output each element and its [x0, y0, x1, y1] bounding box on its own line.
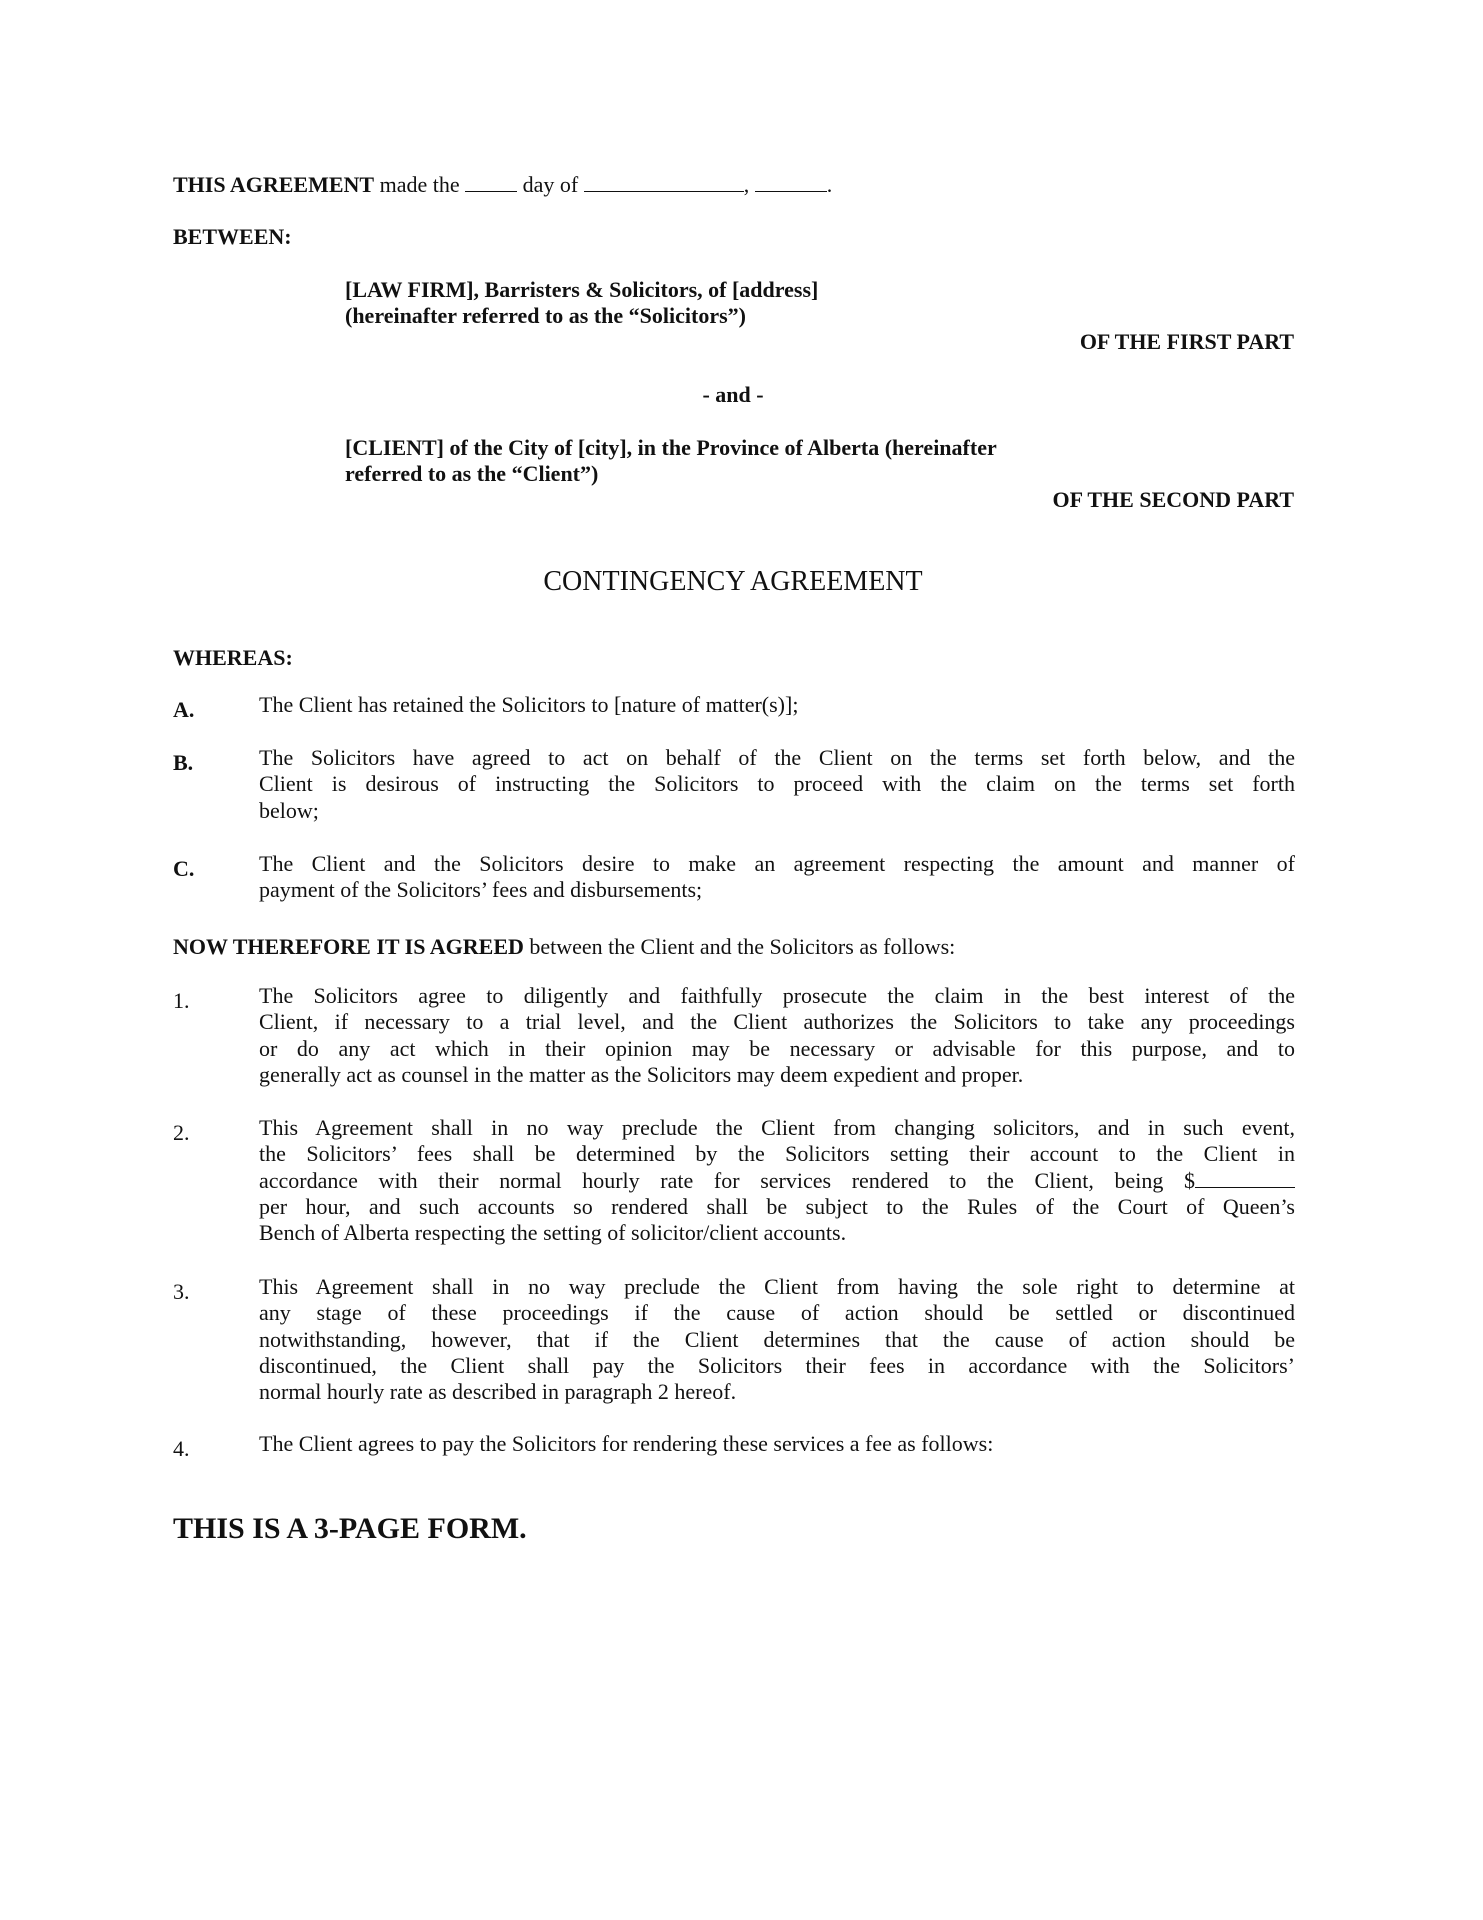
- clause-line: [259, 1353, 1295, 1379]
- recital-line: [259, 798, 1295, 824]
- recital-text: [259, 692, 1295, 718]
- recital-line: [259, 771, 1295, 797]
- party-one-line: [LAW FIRM], Barristers & Solicitors, of [address]: [345, 277, 819, 302]
- line-text: generally act as counsel in the matter as the Solicitors may deem expedient and proper.: [259, 1061, 1024, 1087]
- hourly-rate-blank: [1195, 1169, 1295, 1188]
- line-text: This Agreement shall in no way preclude the Client from changing solicitors, and in such event,: [259, 1115, 1295, 1140]
- clause-text: [259, 1431, 1295, 1457]
- clause-text: [259, 1115, 1295, 1246]
- line-text: Client, if necessary to a trial level, and the Client authorizes the Solicitors to take any proceedings: [259, 1009, 1295, 1035]
- line-text: any stage of these proceedings if the cause of action should be settled or discontinued: [259, 1300, 1295, 1326]
- second-part-label: OF THE SECOND PART: [1052, 487, 1294, 512]
- line-text: below;: [259, 797, 319, 823]
- clause-text: [259, 983, 1295, 1088]
- line-text: The Solicitors agree to diligently and faithfully prosecute the claim in the best interest of the: [259, 983, 1295, 1008]
- clause-line: [259, 1220, 1295, 1246]
- between-label: BETWEEN:: [173, 224, 292, 249]
- clause-text: [259, 1274, 1295, 1405]
- line-text: per hour, and such accounts so rendered shall be subject to the Rules of the Court of Queen’s: [259, 1193, 1295, 1219]
- made-the-text: made the: [379, 172, 460, 197]
- now-therefore-bold: NOW THEREFORE IT IS AGREED: [173, 934, 524, 959]
- month-blank: [584, 173, 744, 192]
- party-two-line: [CLIENT] of the City of [city], in the Province of Alberta (hereinafter: [345, 435, 997, 460]
- party-two-line: referred to as the “Client”): [345, 461, 599, 487]
- clause-line: [259, 1194, 1295, 1220]
- agreement-lead: THIS AGREEMENT: [173, 172, 375, 197]
- line-text: The Client agrees to pay the Solicitors for rendering these services a fee as follows:: [259, 1431, 994, 1456]
- line-text: The Client has retained the Solicitors to [nature of matter(s)];: [259, 692, 799, 717]
- clause-line: [259, 1009, 1295, 1035]
- recital-label: B.: [173, 750, 194, 775]
- clause-label: 1.: [173, 988, 190, 1013]
- recital-label: A.: [173, 697, 195, 722]
- clause-label: 3.: [173, 1279, 190, 1304]
- now-therefore-rest: between the Client and the Solicitors as follows:: [529, 934, 956, 959]
- agreement-date-line: [173, 172, 832, 198]
- page-form-notice: THIS IS A 3-PAGE FORM.: [173, 1512, 527, 1545]
- clause-line: [259, 1300, 1295, 1326]
- period: .: [826, 172, 833, 197]
- recital-text: [259, 851, 1295, 904]
- clause-line: [259, 1036, 1295, 1062]
- clause-line: [259, 1327, 1295, 1353]
- clause-line: [259, 1274, 1295, 1300]
- year-blank: [755, 173, 827, 192]
- party-one: [345, 277, 818, 330]
- line-text: Client is desirous of instructing the Solicitors to proceed with the claim on the terms set forth: [259, 771, 1295, 797]
- first-part-label: OF THE FIRST PART: [1079, 329, 1294, 354]
- clause-line: [259, 1115, 1295, 1141]
- clause-line: [259, 1168, 1295, 1194]
- line-text: or do any act which in their opinion may be necessary or advisable for this purpose, and to: [259, 1035, 1295, 1061]
- clause-label: 2.: [173, 1120, 190, 1145]
- recital-line: [259, 877, 1295, 903]
- recital-text: [259, 745, 1295, 824]
- clause-line: [259, 1431, 1295, 1457]
- document-title: CONTINGENCY AGREEMENT: [543, 566, 923, 597]
- line-text: This Agreement shall in no way preclude the Client from having the sole right to determine at: [259, 1274, 1295, 1299]
- recital-label: C.: [173, 856, 195, 881]
- party-two: [345, 435, 997, 488]
- line-text: The Solicitors have agreed to act on behalf of the Client on the terms set forth below, and the: [259, 745, 1295, 770]
- line-text: notwithstanding, however, that if the Client determines that the cause of action should be: [259, 1326, 1295, 1352]
- day-blank: [465, 173, 517, 192]
- clause-line: [259, 1379, 1295, 1405]
- day-of-text: day of: [522, 172, 579, 197]
- recital-line: [259, 745, 1295, 771]
- line-text: accordance with their normal hourly rate for services rendered to the Client, being $: [259, 1167, 1195, 1193]
- clause-line: [259, 983, 1295, 1009]
- clause-line: [259, 1141, 1295, 1167]
- line-text: the Solicitors’ fees shall be determined by the Solicitors setting their account to the Client in: [259, 1141, 1295, 1167]
- line-text: The Client and the Solicitors desire to make an agreement respecting the amount and manner of: [259, 851, 1295, 876]
- recital-line: [259, 851, 1295, 877]
- comma: ,: [743, 172, 750, 197]
- and-separator: - and -: [702, 382, 764, 407]
- clause-label: 4.: [173, 1436, 190, 1461]
- line-text: normal hourly rate as described in paragraph 2 hereof.: [259, 1379, 737, 1405]
- recital-line: [259, 692, 1295, 718]
- now-therefore-line: [173, 934, 955, 960]
- line-text: Bench of Alberta respecting the setting of solicitor/client accounts.: [259, 1220, 847, 1246]
- line-text: payment of the Solicitors’ fees and disbursements;: [259, 877, 703, 903]
- clause-line: [259, 1062, 1295, 1088]
- line-text: discontinued, the Client shall pay the Solicitors their fees in accordance with the Solicitors’: [259, 1352, 1295, 1378]
- party-one-line: (hereinafter referred to as the “Solicitors”): [345, 303, 746, 329]
- whereas-label: WHEREAS:: [173, 645, 293, 670]
